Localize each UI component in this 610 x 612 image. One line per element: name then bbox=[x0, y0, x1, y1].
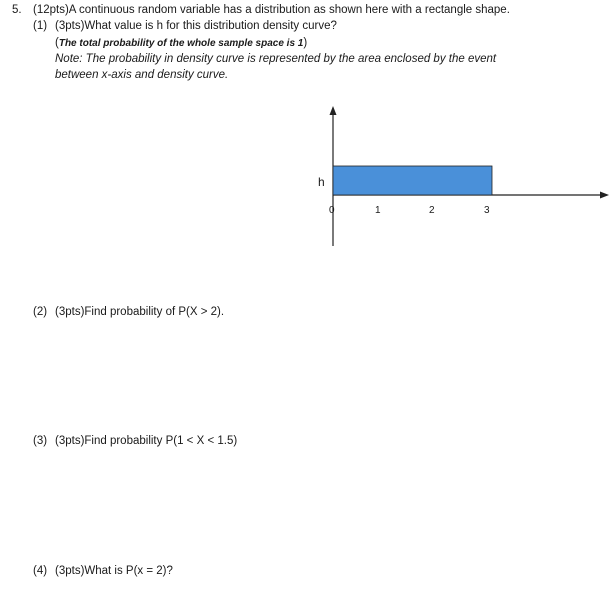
y-label-h: h bbox=[318, 175, 325, 189]
part-2-text: (3pts)Find probability of P(X > 2). bbox=[55, 306, 225, 318]
x-tick-0: 0 bbox=[329, 205, 335, 216]
question-stem: (12pts)A continuous random variable has a distribution as shown here with a rectangle shape. bbox=[33, 4, 510, 16]
part-3-text: (3pts)Find probability P(1 < X < 1.5) bbox=[55, 435, 238, 447]
hint-close-paren: ) bbox=[303, 37, 308, 49]
part-2-label: (2) bbox=[33, 306, 48, 318]
hint-open-paren: ( bbox=[55, 37, 59, 49]
x-axis-arrow bbox=[600, 192, 609, 199]
density-rectangle bbox=[333, 166, 492, 195]
part-4-label: (4) bbox=[33, 565, 48, 577]
x-tick-2: 2 bbox=[429, 205, 435, 216]
note-line-1: Note: The probability in density curve is represented by the area enclosed by the event bbox=[55, 53, 497, 65]
x-tick-3: 3 bbox=[484, 205, 490, 216]
hint-text: The total probability of the whole sample space is 1 bbox=[58, 38, 304, 49]
part-4-text: (3pts)What is P(x = 2)? bbox=[55, 565, 173, 577]
note-line-2: between x-axis and density curve. bbox=[55, 69, 229, 81]
part-3-label: (3) bbox=[33, 435, 48, 447]
part-1-label: (1) bbox=[33, 20, 48, 32]
part-1-text: (3pts)What value is h for this distribution density curve? bbox=[55, 20, 337, 32]
y-axis-arrow bbox=[330, 106, 337, 115]
x-tick-1: 1 bbox=[375, 205, 381, 216]
question-number: 5. bbox=[12, 4, 22, 16]
